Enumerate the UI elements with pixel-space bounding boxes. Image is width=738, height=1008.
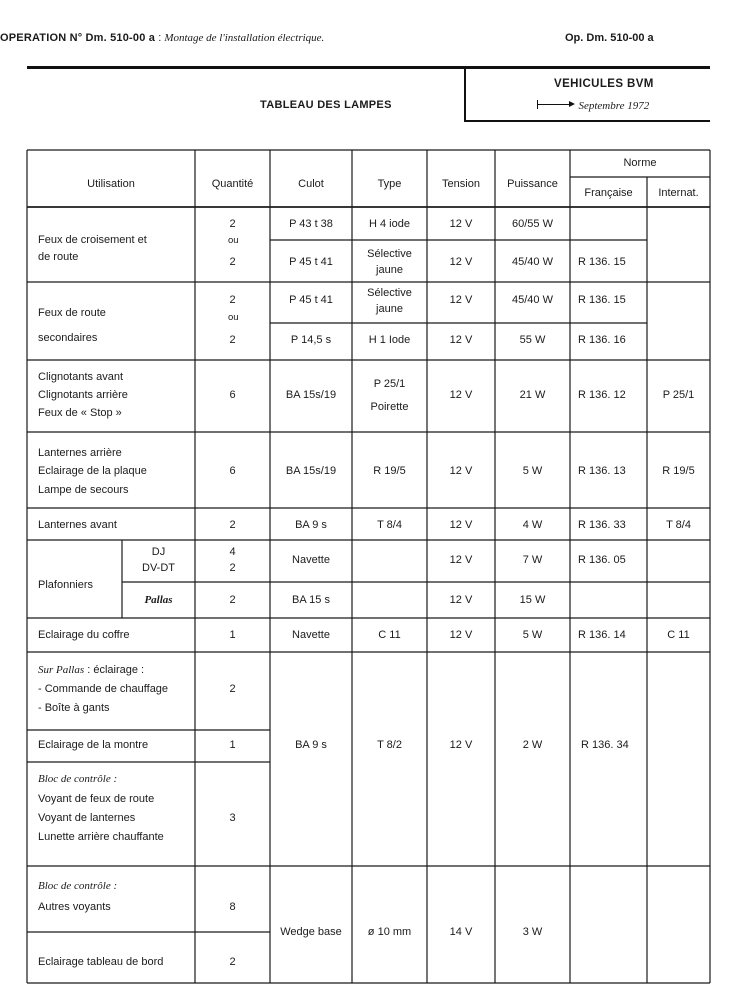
g2-type: ø 10 mm xyxy=(367,926,412,938)
r2-utilisation-1: Feux de route xyxy=(38,307,106,319)
r6b-tension: 12 V xyxy=(449,594,473,606)
r1b-quantite: 2 xyxy=(229,256,236,268)
r2b-tension: 12 V xyxy=(449,334,473,346)
r1b-tension: 12 V xyxy=(449,256,473,268)
r8-sur-pallas: Sur Pallas xyxy=(38,664,85,676)
header-utilisation: Utilisation xyxy=(87,178,135,190)
operation-prefix: OPERATION N° xyxy=(0,32,83,44)
r12-utilisation: Eclairage tableau de bord xyxy=(38,956,164,968)
r5-utilisation: Lanternes avant xyxy=(38,519,117,531)
r3-utilisation-1: Clignotants avant xyxy=(38,371,123,383)
r3-utilisation-3: Feux de « Stop » xyxy=(38,407,122,419)
g1-type: T 8/2 xyxy=(377,739,402,751)
r4-norme-fr: R 136. 13 xyxy=(578,465,626,477)
r7-puissance: 5 W xyxy=(522,629,543,641)
r1a-puissance: 60/55 W xyxy=(512,218,553,230)
r5-culot: BA 9 s xyxy=(295,519,327,531)
r10-utilisation-4: Lunette arrière chauffante xyxy=(38,831,164,843)
r2-utilisation-2: secondaires xyxy=(38,332,98,344)
r7-type: C 11 xyxy=(378,629,401,641)
r4-puissance: 5 W xyxy=(522,465,543,477)
r10-quantite: 3 xyxy=(229,812,236,824)
operation-title: Montage de l'installation électrique. xyxy=(164,32,325,44)
r3-tension: 12 V xyxy=(449,389,473,401)
r3-utilisation-2: Clignotants arrière xyxy=(38,389,128,401)
r11-quantite: 8 xyxy=(229,901,236,913)
r2a-tension: 12 V xyxy=(449,294,473,306)
r1a-type: H 4 iode xyxy=(369,218,410,230)
r6b-puissance: 15 W xyxy=(519,594,546,606)
r4-utilisation-3: Lampe de secours xyxy=(38,484,129,496)
r6-utilisation: Plafonniers xyxy=(38,579,94,591)
g1-puissance: 2 W xyxy=(522,739,543,751)
r6a-tension: 12 V xyxy=(449,554,473,566)
r2-ou: ou xyxy=(228,312,239,323)
r2a-puissance: 45/40 W xyxy=(512,294,553,306)
r1b-type-2: jaune xyxy=(376,264,403,276)
header-internat: Internat. xyxy=(658,187,699,199)
r2b-culot: P 14,5 s xyxy=(290,334,332,346)
r3-quantite: 6 xyxy=(229,389,236,401)
r5-norme-int: T 8/4 xyxy=(666,519,691,531)
r6a-quantite-1: 4 xyxy=(229,546,236,558)
r1a-tension: 12 V xyxy=(449,218,473,230)
r2a-type-2: jaune xyxy=(376,303,403,315)
r8-utilisation-2: - Commande de chauffage xyxy=(38,683,169,695)
r7-quantite: 1 xyxy=(229,629,236,641)
r6b-quantite: 2 xyxy=(229,594,236,606)
r8-utilisation-1 xyxy=(38,662,144,678)
r7-culot: Navette xyxy=(292,629,330,641)
header-norme: Norme xyxy=(623,157,657,169)
vehicles-title: VEHICULES BVM xyxy=(554,78,654,90)
r2b-norme-fr: R 136. 16 xyxy=(578,334,626,346)
r7-utilisation: Eclairage du coffre xyxy=(38,629,130,641)
r10-utilisation-2: Voyant de feux de route xyxy=(38,793,155,805)
g2-culot: Wedge base xyxy=(280,926,342,938)
r2a-culot: P 45 t 41 xyxy=(289,294,333,306)
r6a-sub-2: DV-DT xyxy=(142,562,175,574)
header-type: Type xyxy=(377,178,402,190)
r10-utilisation-1: Bloc de contrôle : xyxy=(38,773,118,785)
r4-type: R 19/5 xyxy=(373,465,406,477)
r2a-norme-fr: R 136. 15 xyxy=(578,294,626,306)
r7-tension: 12 V xyxy=(449,629,473,641)
operation-code: Dm. 510-00 a xyxy=(85,32,156,44)
r10-utilisation-3: Voyant de lanternes xyxy=(38,812,136,824)
r5-norme-fr: R 136. 33 xyxy=(578,519,626,531)
r2b-quantite: 2 xyxy=(229,334,236,346)
header-quantite: Quantité xyxy=(211,178,254,190)
r11-utilisation-2: Autres voyants xyxy=(38,901,111,913)
r6a-quantite-2: 2 xyxy=(229,562,236,574)
r12-quantite: 2 xyxy=(229,956,236,968)
r1-utilisation-1: Feux de croisement et xyxy=(38,234,147,246)
header-francaise: Française xyxy=(584,187,633,199)
r5-puissance: 4 W xyxy=(522,519,543,531)
r6a-norme-fr: R 136. 05 xyxy=(578,554,626,566)
r1b-norme-fr: R 136. 15 xyxy=(578,256,626,268)
r8-eclairage: : éclairage : xyxy=(87,664,145,676)
r4-utilisation-2: Eclairage de la plaque xyxy=(38,465,147,477)
r6a-puissance: 7 W xyxy=(522,554,543,566)
r1-utilisation-2: de route xyxy=(38,251,79,263)
r8-quantite: 2 xyxy=(229,683,236,695)
operation-separator: : xyxy=(158,32,162,44)
r2a-type-1: Sélective xyxy=(367,287,412,299)
header-puissance: Puissance xyxy=(507,178,558,190)
header-culot: Culot xyxy=(298,178,324,190)
r3-type-2: Poirette xyxy=(370,401,409,413)
r1a-culot: P 43 t 38 xyxy=(289,218,333,230)
r5-tension: 12 V xyxy=(449,519,473,531)
r2b-puissance: 55 W xyxy=(519,334,546,346)
g1-norme-fr: R 136. 34 xyxy=(581,739,629,751)
header-tension: Tension xyxy=(442,178,480,190)
r1-ou: ou xyxy=(228,235,239,246)
g1-tension: 12 V xyxy=(449,739,473,751)
r9-quantite: 1 xyxy=(229,739,236,751)
r1b-culot: P 45 t 41 xyxy=(289,256,333,268)
r2b-type: H 1 Iode xyxy=(368,334,411,346)
operation-reference: Op. Dm. 510-00 a xyxy=(565,32,654,44)
r5-type: T 8/4 xyxy=(377,519,402,531)
g1-culot: BA 9 s xyxy=(295,739,327,751)
r4-norme-int: R 19/5 xyxy=(662,465,695,477)
table-title: TABLEAU DES LAMPES xyxy=(260,99,392,111)
r3-norme-fr: R 136. 12 xyxy=(578,389,626,401)
r11-utilisation-1: Bloc de contrôle : xyxy=(38,880,118,892)
r3-norme-int: P 25/1 xyxy=(662,389,695,401)
r4-utilisation-1: Lanternes arrière xyxy=(38,447,122,459)
r1a-quantite: 2 xyxy=(229,218,236,230)
r4-quantite: 6 xyxy=(229,465,236,477)
r4-tension: 12 V xyxy=(449,465,473,477)
g2-puissance: 3 W xyxy=(522,926,543,938)
r5-quantite: 2 xyxy=(229,519,236,531)
g2-tension: 14 V xyxy=(449,926,473,938)
r6b-sub: Pallas xyxy=(144,594,173,606)
r7-norme-int: C 11 xyxy=(667,629,690,641)
r6a-sub-1: DJ xyxy=(151,546,166,558)
r6a-culot: Navette xyxy=(292,554,330,566)
r3-culot: BA 15s/19 xyxy=(285,389,337,401)
r4-culot: BA 15s/19 xyxy=(285,465,337,477)
r2a-quantite: 2 xyxy=(229,294,236,306)
r8-utilisation-3: - Boîte à gants xyxy=(38,702,110,714)
r3-puissance: 21 W xyxy=(519,389,546,401)
r1b-type-1: Sélective xyxy=(367,248,412,260)
r1b-puissance: 45/40 W xyxy=(512,256,553,268)
r7-norme-fr: R 136. 14 xyxy=(578,629,626,641)
vehicles-date: Septembre 1972 xyxy=(578,100,650,112)
r9-utilisation: Eclairage de la montre xyxy=(38,739,149,751)
r3-type-1: P 25/1 xyxy=(373,378,406,390)
r6b-culot: BA 15 s xyxy=(292,594,330,606)
